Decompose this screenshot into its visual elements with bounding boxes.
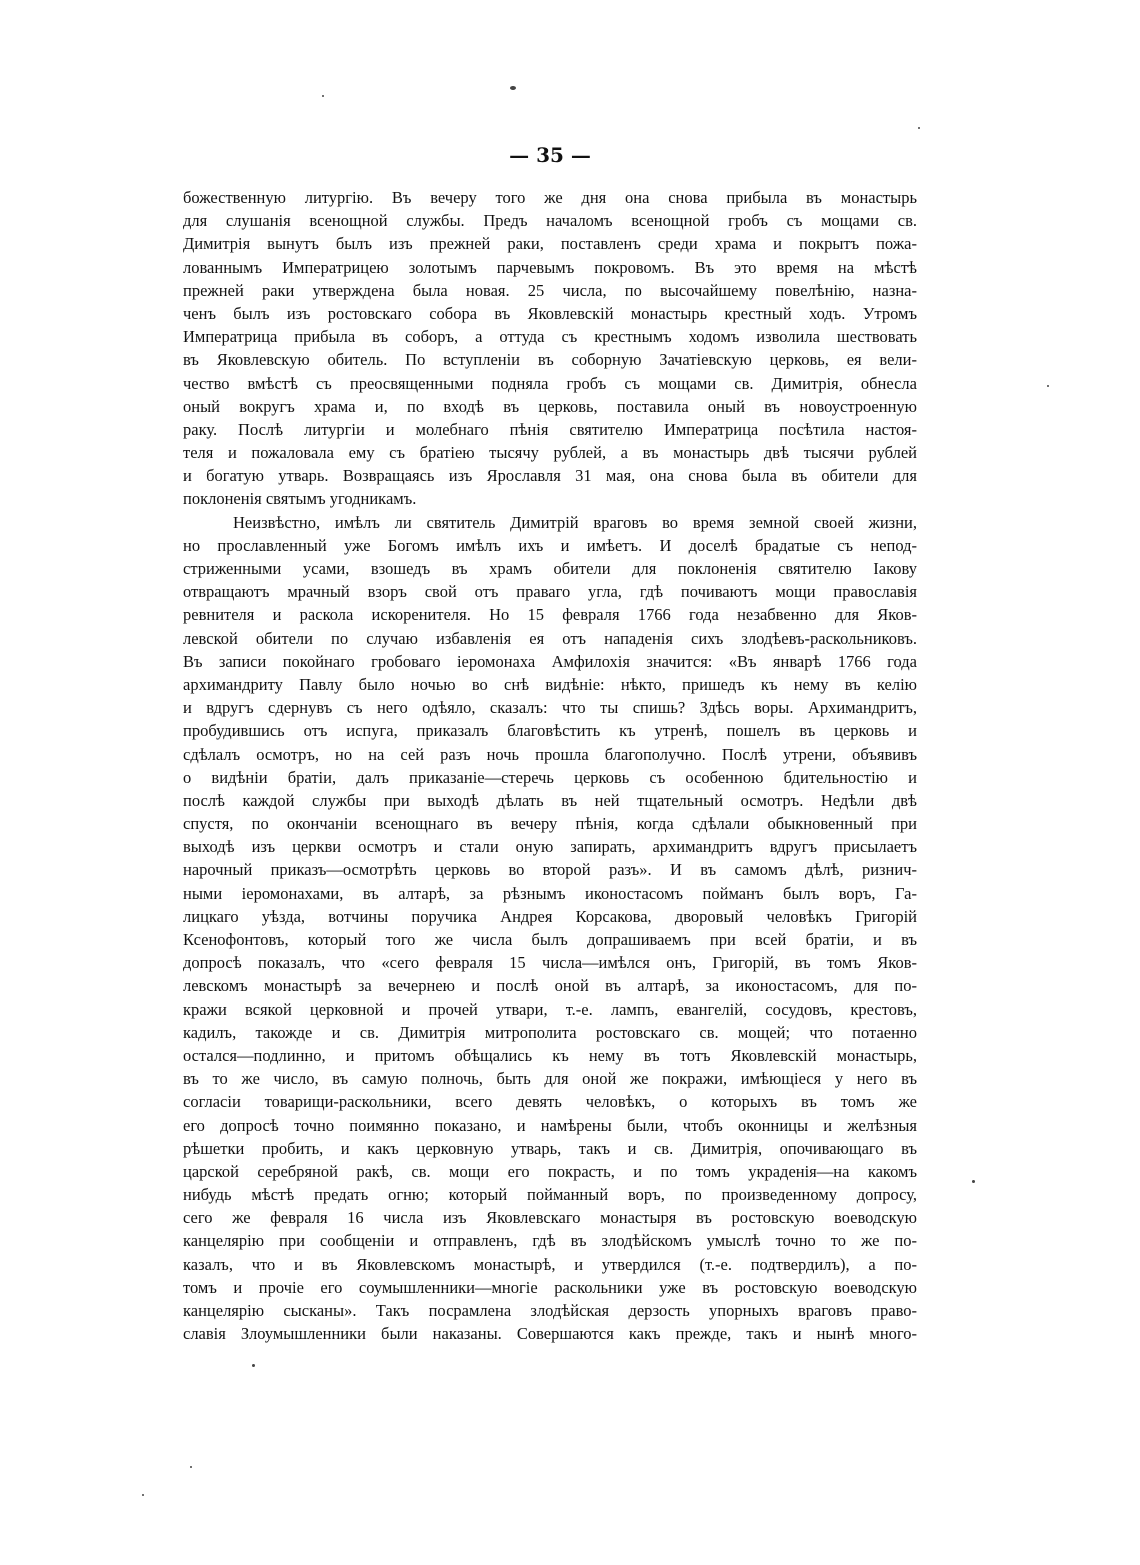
- paragraph-2: [183, 511, 917, 1346]
- text-line: остался—подлинно, и притомъ обѣщались къ нему въ тотъ Яковлевскій монастырь,: [183, 1045, 917, 1065]
- text-line: нарочный приказъ—осмотрѣть церковь во второй разъ». И въ самомъ дѣлѣ, ризнич-: [183, 860, 917, 880]
- scan-speck: [1047, 385, 1049, 387]
- text-line: послѣ каждой службы при выходѣ дѣлать въ ней тщательный осмотръ. Недѣли двѣ: [183, 790, 917, 810]
- body-text: [183, 186, 917, 1345]
- text-line: рѣшетки пробить, и какъ церковную утварь, такъ и св. Димитрія, опочивающаго въ: [183, 1138, 917, 1158]
- text-line: оный вокругъ храма и, по входѣ въ церковь, поставила оный въ новоустроенную: [183, 396, 917, 416]
- text-line: о видѣніи братіи, далъ приказаніе—стеречь церковь съ особенною бдительностію и: [183, 767, 917, 787]
- text-line: прежней раки утверждена была новая. 25 числа, по высочайшему повелѣнію, назна-: [183, 280, 917, 300]
- scan-speck: [142, 1494, 144, 1496]
- text-line: архимандриту Павлу было ночью во снѣ видѣніе: нѣкто, пришедъ къ нему въ келію: [183, 674, 917, 694]
- text-line: божественную литургію. Въ вечеру того же дня она снова прибыла въ монастырь: [183, 188, 917, 207]
- scan-speck: [190, 1466, 192, 1468]
- text-line: его допросѣ точно поимянно показано, и намѣрены были, чтобъ оконницы и желѣзныя: [183, 1115, 917, 1135]
- text-line: раку. Послѣ литургіи и молебнаго пѣнія святителю Императрица посѣтила настоя-: [183, 419, 917, 439]
- text-line: Императрица прибыла въ соборъ, а оттуда съ крестнымъ ходомъ изволила шествовать: [183, 327, 917, 347]
- scan-speck: [252, 1364, 255, 1367]
- text-line: ревнителя и раскола искоренителя. Но 15 февраля 1766 года незабвенно для Яков-: [183, 605, 917, 625]
- text-line: чество вмѣстѣ съ преосвященными подняла гробъ съ мощами св. Димитрія, обнесла: [183, 373, 917, 393]
- text-line: Неизвѣстно, имѣлъ ли святитель Димитрій враговъ во время земной своей жизни,: [233, 512, 917, 532]
- text-line: и богатую утварь. Возвращаясь изъ Ярославля 31 мая, она снова была въ обители для: [183, 466, 917, 486]
- text-line: нибудь мѣстѣ предать огню; который пойманный воръ, по произведенному допросу,: [183, 1185, 917, 1205]
- text-line: левской обители по случаю избавленія ея отъ нападенія сихъ злодѣевъ-раскольниковъ.: [183, 628, 917, 648]
- text-line: спустя, по окончаніи всенощнаго въ вечеру пѣнія, когда сдѣлали обыкновенный при: [183, 814, 917, 834]
- scan-speck: [918, 127, 920, 129]
- text-line: казалъ, что и въ Яковлевскомъ монастырѣ, и утвердился (т.-е. подтвердилъ), а по-: [183, 1254, 917, 1274]
- scan-speck: [972, 1180, 975, 1183]
- text-line: кадилъ, такожде и св. Димитрія митрополита ростовскаго св. мощей; что потаенно: [183, 1022, 917, 1042]
- text-line: для слушанія всенощной службы. Предъ началомъ всенощной гробъ съ мощами св.: [183, 211, 917, 231]
- text-line: кражи всякой церковной и прочей утвари, т.-е. лампъ, евангелій, сосудовъ, крестовъ,: [183, 999, 917, 1019]
- scan-speck: [510, 86, 516, 90]
- text-line: поклоненія святымъ угодникамъ.: [183, 489, 417, 509]
- text-line: лицкаго уѣзда, вотчины поручика Андрея Корсакова, дворовый человѣкъ Григорій: [183, 906, 917, 926]
- text-line: теля и пожаловала ему съ братіею тысячу рублей, а въ монастырь двѣ тысячи рублей: [183, 443, 917, 463]
- text-line: Въ записи покойнаго гробоваго іеромонаха Амфилохія значится: «Въ январѣ 1766 года: [183, 651, 917, 671]
- text-line: сдѣлалъ осмотръ, но на сей разъ ночь прошла благополучно. Послѣ утрени, объявивъ: [183, 744, 917, 764]
- text-line: царской серебряной ракѣ, св. мощи его покрасть, и по томъ украденія—на какомъ: [183, 1161, 917, 1181]
- text-line: канцелярію при сообщеніи и отправленъ, гдѣ въ злодѣйскомъ умыслѣ точно то же по-: [183, 1231, 917, 1251]
- paragraph-1: [183, 186, 917, 511]
- text-line: отвращаютъ мрачный взоръ свой отъ праваго угла, гдѣ почиваютъ мощи православія: [183, 582, 917, 602]
- text-line: въ то же число, въ самую полночь, быть для оной же покражи, имѣющіеся у него въ: [183, 1069, 917, 1089]
- text-line: согласіи товарищи-раскольники, всего девять человѣкъ, о которыхъ въ томъ же: [183, 1092, 917, 1112]
- text-line: и вдругъ сдернувъ съ него одѣяло, сказалъ: что ты спишь? Здѣсь воры. Архимандритъ,: [183, 698, 917, 718]
- text-line: томъ и прочіе его соумышленники—многіе раскольники уже въ ростовскую воеводскую: [183, 1277, 917, 1297]
- text-line: пробудившись отъ испуга, приказалъ благовѣстить къ утренѣ, пошелъ въ церковь и: [183, 721, 917, 741]
- text-line: допросѣ показалъ, что «сего февраля 15 числа—имѣлся онъ, Григорій, въ томъ Яков-: [183, 953, 917, 973]
- text-line: канцелярію сысканы». Такъ посрамлена злодѣйская дерзость упорныхъ враговъ право-: [183, 1301, 917, 1320]
- text-line: ченъ былъ изъ ростовскаго собора въ Яковлевскій монастырь крестный ходъ. Утромъ: [183, 303, 917, 323]
- text-line: выходѣ изъ церкви осмотръ и стали оную запирать, архимандритъ вдругъ присылаетъ: [183, 837, 917, 857]
- text-line: лованнымъ Императрицею золотымъ парчевымъ покровомъ. Въ это время на мѣстѣ: [183, 257, 917, 277]
- text-line: стриженными усами, взошедъ въ храмъ обители для поклоненія святителю Іакову: [183, 559, 917, 578]
- text-line: Димитрія вынутъ былъ изъ прежней раки, поставленъ среди храма и покрытъ пожа-: [183, 234, 917, 254]
- page-number: — 35 —: [509, 143, 591, 167]
- scan-speck: [322, 95, 324, 97]
- text-line: славія Злоумышленники были наказаны. Совершаются какъ прежде, такъ и нынѣ много-: [183, 1324, 917, 1344]
- text-line: но прославленный уже Богомъ имѣлъ ихъ и имѣетъ. И доселѣ брадатые съ непод-: [183, 535, 917, 555]
- text-line: левскомъ монастырѣ за вечернею и послѣ оной въ алтарѣ, за иконостасомъ, для по-: [183, 976, 917, 996]
- text-line: Ксенофонтовъ, который того же числа былъ допрашиваемъ при всей братіи, и въ: [183, 930, 917, 949]
- text-line: сего же февраля 16 числа изъ Яковлевскаго монастыря въ ростовскую воеводскую: [183, 1208, 917, 1228]
- text-line: ными іеромонахами, въ алтарѣ, за рѣзнымъ иконостасомъ пойманъ былъ воръ, Га-: [183, 883, 917, 903]
- text-line: въ Яковлевскую обитель. По вступленіи въ соборную Зачатіевскую церковь, ея вели-: [183, 350, 917, 370]
